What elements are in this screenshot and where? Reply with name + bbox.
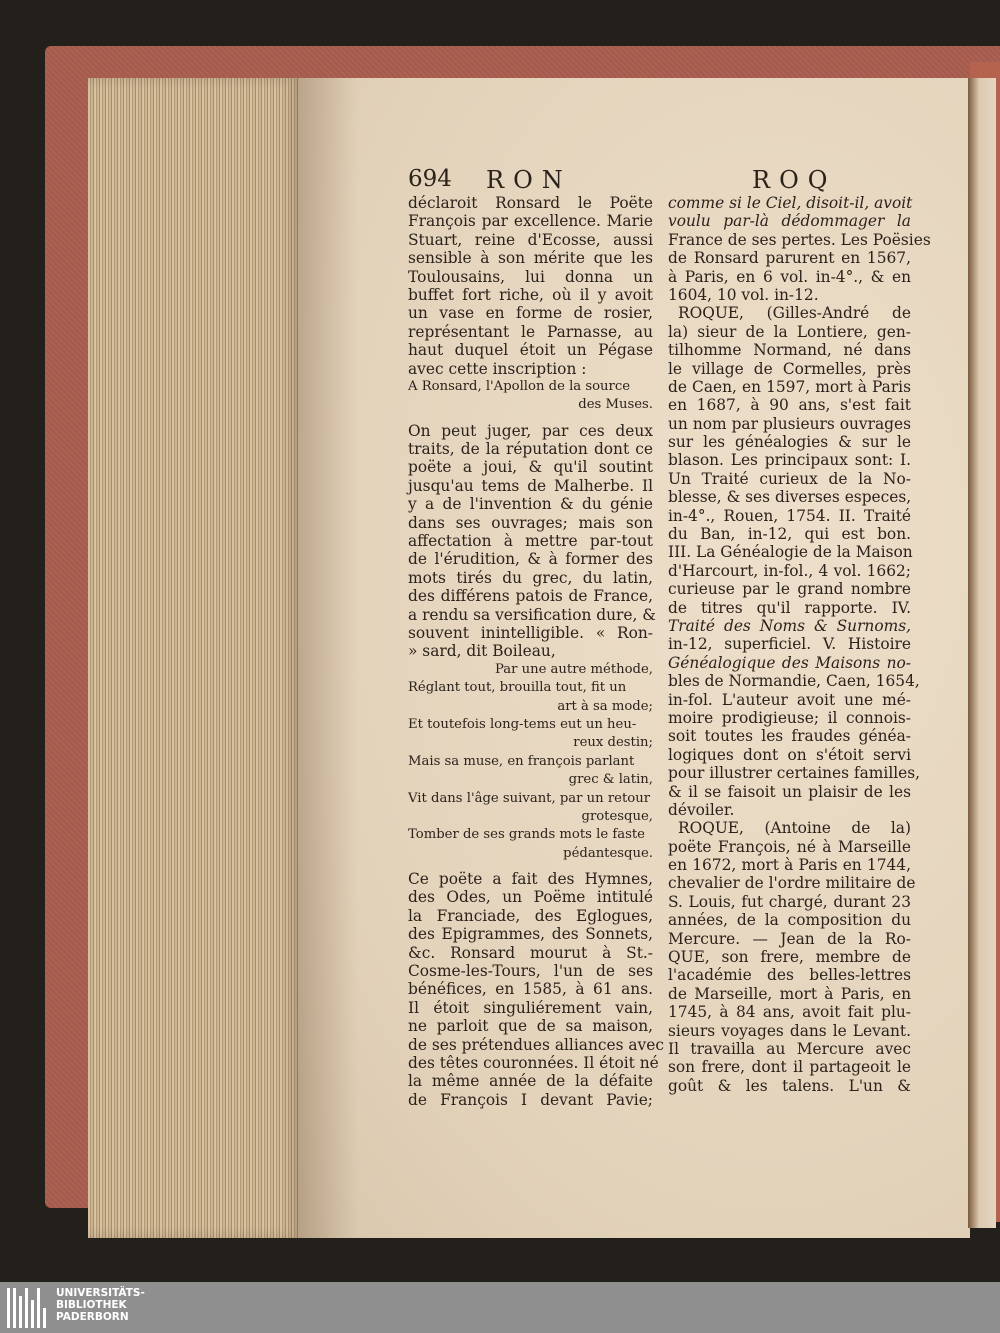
verse-line: Et toutefois long-tems eut un heu-	[408, 716, 637, 732]
library-logo-icon	[6, 1287, 48, 1329]
text-line: haut duquel étoit un Pégase	[408, 341, 653, 360]
text-line: en 1687, à 90 ans, s'est fait	[668, 396, 911, 415]
page-block-edges	[88, 78, 300, 1238]
text-line: y a de l'invention & du génie	[408, 495, 653, 514]
text-line: » sard, dit Boileau,	[408, 642, 556, 661]
text-line: avec cette inscription :	[408, 359, 587, 378]
verse-line: Tomber de ses grands mots le faste	[408, 827, 645, 843]
text-line: On peut juger, par ces deux	[408, 421, 653, 440]
text-line: dévoiler.	[668, 800, 735, 819]
text-line: France de ses pertes. Les Poësies	[668, 230, 931, 249]
text-line: jusqu'au tems de Malherbe. Il	[408, 476, 653, 495]
running-head-left: RON	[486, 166, 572, 194]
text-line: in-4°., Rouen, 1754. II. Traité	[668, 506, 911, 525]
text-line: poëte a joui, & qu'il soutint	[408, 458, 653, 477]
text-line: la Franciade, des Eglogues,	[408, 906, 653, 925]
text-line: Généalogique des Maisons no-	[668, 653, 911, 672]
text-line: poëte François, né à Marseille	[668, 837, 911, 856]
text-line: 1604, 10 vol. in-12.	[668, 285, 819, 304]
text-line: dans ses ouvrages; mais son	[408, 513, 653, 532]
text-line: Mercure. — Jean de la Ro-	[668, 929, 911, 948]
text-line: un vase en forme de rosier,	[408, 304, 653, 323]
verse-line: Vit dans l'âge suivant, par un retour	[408, 790, 650, 806]
page-number: 694	[408, 166, 452, 192]
text-line: Stuart, reine d'Ecosse, aussi	[408, 230, 653, 249]
text-line: déclaroit Ronsard le Poëte	[408, 194, 653, 212]
text-line: son frere, dont il partageoit le	[668, 1058, 911, 1077]
verse-line: A Ronsard, l'Apollon de la source	[408, 378, 631, 394]
page-gutter-shadow	[298, 78, 358, 1238]
text-line: sieurs voyages dans le Levant.	[668, 1021, 911, 1040]
text-line: soit toutes les fraudes généa-	[668, 727, 911, 746]
right-text-column	[668, 194, 931, 1095]
text-line: d'Harcourt, in-fol., 4 vol. 1662;	[668, 561, 911, 580]
text-line: ne parloit que de sa maison,	[408, 1017, 653, 1036]
text-line: à Paris, en 6 vol. in-4°., & en	[668, 267, 911, 286]
text-line: tilhomme Normand, né dans	[668, 341, 911, 360]
text-line: pour illustrer certaines familles,	[668, 764, 921, 783]
text-line: traits, de la réputation dont ce	[408, 440, 653, 459]
text-line: &c. Ronsard mourut à St.-	[408, 943, 653, 962]
verse-line: pédantesque.	[563, 845, 653, 861]
verse-line: Par une autre méthode,	[494, 661, 653, 677]
text-line: S. Louis, fut chargé, durant 23	[668, 892, 911, 911]
text-line: souvent inintelligible. « Ron-	[408, 623, 653, 642]
text-line: de Marseille, mort à Paris, en	[668, 984, 911, 1003]
text-line: bénéfices, en 1585, à 61 ans.	[408, 980, 653, 999]
text-line: de François I devant Pavie;	[408, 1090, 653, 1109]
text-line: des têtes couronnées. Il étoit né	[408, 1053, 659, 1072]
text-line: de titres qu'il rapporte. IV.	[668, 598, 911, 617]
text-line: buffet fort riche, où il y avoit	[408, 285, 653, 304]
facing-page-edge	[968, 78, 996, 1228]
text-line: moire prodigieuse; il connois-	[668, 708, 911, 727]
text-line: des Odes, un Poëme intitulé	[408, 888, 653, 907]
text-line: Il travailla au Mercure avec	[668, 1039, 911, 1058]
text-line: in-fol. L'auteur avoit une mé-	[668, 690, 911, 709]
library-name-line: PADERBORN	[56, 1311, 129, 1323]
text-line: Il étoit singuliérement vain,	[408, 998, 653, 1017]
text-line: Ce poëte a fait des Hymnes,	[408, 870, 653, 889]
text-line: chevalier de l'ordre militaire de	[668, 874, 916, 893]
text-line: Cosme-les-Tours, l'un de ses	[408, 962, 653, 981]
text-line: Toulousains, lui donna un	[408, 267, 653, 286]
text-line: ROQUE, (Gilles-André de	[678, 304, 911, 323]
text-line: blason. Les principaux sont: I.	[668, 451, 911, 470]
library-footer-bar	[0, 1282, 1000, 1333]
text-line: de l'érudition, & à former des	[408, 550, 653, 569]
text-line: un nom par plusieurs ouvrages	[668, 414, 911, 433]
text-line: de Ronsard parurent en 1567,	[668, 249, 911, 268]
text-line: & il se faisoit un plaisir de les	[668, 782, 911, 801]
text-line: la) sieur de la Lontiere, gen-	[668, 322, 911, 341]
running-head-right: ROQ	[752, 166, 837, 194]
text-line: sur les généalogies & sur le	[668, 433, 911, 452]
verse-line: grec & latin,	[568, 772, 653, 788]
text-line: bles de Normandie, Caen, 1654,	[668, 672, 920, 691]
verse-line: Mais sa muse, en françois parlant	[408, 753, 635, 769]
text-line: Traité des Noms & Surnoms,	[668, 616, 911, 635]
text-line: la même année de la défaite	[408, 1072, 653, 1091]
text-line: de Caen, en 1597, mort à Paris	[668, 377, 911, 396]
text-line: sensible à son mérite que les	[408, 249, 653, 268]
text-line: in-12, superficiel. V. Histoire	[668, 635, 911, 654]
text-line: voulu par-là dédommager la	[668, 212, 911, 231]
text-line: représentant le Parnasse, au	[408, 322, 653, 341]
text-line: logiques dont on s'étoit servi	[668, 745, 911, 764]
text-line: années, de la composition du	[668, 911, 911, 930]
text-line: des différens patois de France,	[408, 587, 653, 606]
text-line: l'académie des belles-lettres	[668, 966, 911, 985]
verse-line: reux destin;	[573, 735, 653, 751]
verse-line: Réglant tout, brouilla tout, fit un	[408, 680, 627, 696]
text-line: François par excellence. Marie	[408, 212, 653, 231]
verse-line: grotesque,	[581, 808, 653, 824]
text-line: ROQUE, (Antoine de la)	[678, 819, 911, 838]
text-line: du Ban, in-12, qui est bon.	[668, 525, 911, 544]
text-line: goût & les talens. L'un &	[668, 1076, 911, 1095]
text-line: curieuse par le grand nombre	[668, 580, 911, 599]
left-text-column	[408, 194, 664, 1109]
text-line: de ses prétendues alliances avec	[408, 1035, 664, 1054]
text-line: 1745, à 84 ans, avoit fait plu-	[668, 1003, 911, 1022]
text-line: mots tirés du grec, du latin,	[408, 568, 653, 587]
text-line: a rendu sa versification dure, &	[408, 605, 657, 624]
text-line: en 1672, mort à Paris en 1744,	[668, 856, 911, 875]
library-name	[56, 1287, 145, 1323]
text-line: blesse, & ses diverses especes,	[668, 488, 912, 507]
text-line: affectation à mettre par-tout	[408, 532, 653, 551]
text-line: le village de Cormelles, près	[668, 359, 911, 378]
verse-line: art à sa mode;	[557, 698, 653, 714]
text-line: QUE, son frere, membre de	[668, 948, 911, 967]
text-line: des Epigrammes, des Sonnets,	[408, 925, 653, 944]
library-name-line: BIBLIOTHEK	[56, 1299, 127, 1311]
verse-line: des Muses.	[578, 397, 653, 413]
library-name-line: UNIVERSITÄTS-	[56, 1287, 145, 1299]
text-line: Un Traité curieux de la No-	[668, 469, 911, 488]
text-line: III. La Généalogie de la Maison	[668, 543, 913, 562]
text-line: comme si le Ciel, disoit-il, avoit	[668, 194, 913, 212]
